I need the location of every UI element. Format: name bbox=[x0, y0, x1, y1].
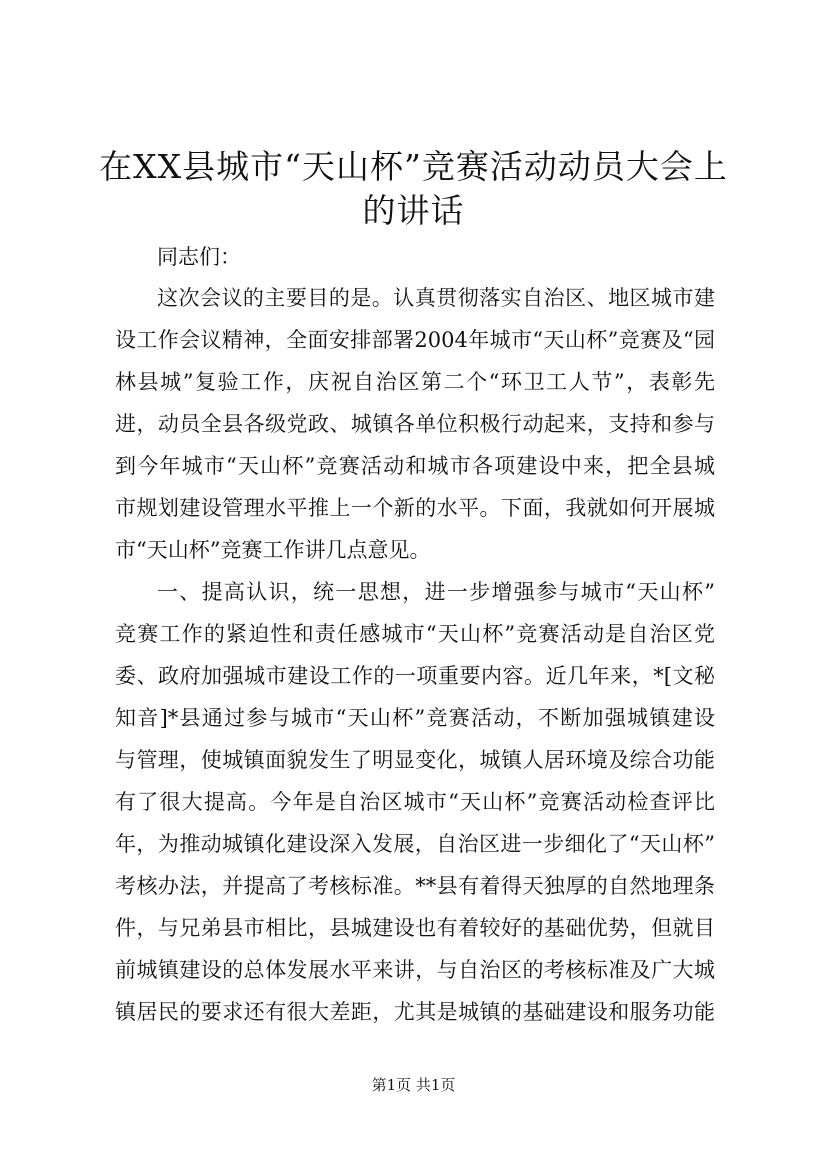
document-title-line-2: 的讲话 bbox=[362, 191, 465, 230]
salutation: 同志们： bbox=[157, 245, 241, 269]
paragraph-line: 委、政府加强城市建设工作的一项重要内容。近几年来，*[文秘 bbox=[115, 664, 715, 688]
paragraph-line: 有了很大提高。今年是自治区城市“天山杯”竞赛活动检查评比 bbox=[115, 790, 715, 814]
paragraph-line: 考核办法，并提高了考核标准。**县有着得天独厚的自然地理条 bbox=[115, 874, 715, 898]
paragraph-line: 年，为推动城镇化建设深入发展，自治区进一步细化了“天山杯” bbox=[115, 832, 715, 856]
paragraph-line: 进，动员全县各级党政、城镇各单位积极行动起来，支持和参与 bbox=[115, 412, 715, 436]
document-title-line-1: 在XX县城市“天山杯”竞赛活动动员大会上 bbox=[99, 147, 728, 186]
paragraph-line: 镇居民的要求还有很大差距，尤其是城镇的基础建设和服务功能 bbox=[115, 1000, 715, 1024]
paragraph-line: 与管理，使城镇面貌发生了明显变化，城镇人居环境及综合功能 bbox=[115, 748, 715, 772]
paragraph-line: 设工作会议精神，全面安排部署2004年城市“天山杯”竞赛及“园 bbox=[115, 328, 715, 352]
paragraph-line: 一、提高认识，统一思想，进一步增强参与城市“天山杯” bbox=[157, 580, 715, 604]
paragraph-line: 市规划建设管理水平推上一个新的水平。下面，我就如何开展城 bbox=[115, 496, 715, 520]
paragraph-line: 市“天山杯”竞赛工作讲几点意见。 bbox=[115, 538, 431, 562]
paragraph-line: 知音]*县通过参与城市“天山杯”竞赛活动，不断加强城镇建设 bbox=[115, 706, 715, 730]
paragraph-line: 这次会议的主要目的是。认真贯彻落实自治区、地区城市建 bbox=[157, 286, 715, 310]
page-number-footer: 第1页 共1页 bbox=[371, 1076, 456, 1094]
paragraph-line: 林县城”复验工作，庆祝自治区第二个“环卫工人节”，表彰先 bbox=[115, 370, 715, 394]
paragraph-line: 到今年城市“天山杯”竞赛活动和城市各项建设中来，把全县城 bbox=[115, 454, 715, 478]
paragraph-line: 前城镇建设的总体发展水平来讲，与自治区的考核标准及广大城 bbox=[115, 958, 715, 982]
paragraph-line: 件，与兄弟县市相比，县城建设也有着较好的基础优势，但就目 bbox=[115, 916, 715, 940]
paragraph-line: 竞赛工作的紧迫性和责任感城市“天山杯”竞赛活动是自治区党 bbox=[115, 622, 715, 646]
